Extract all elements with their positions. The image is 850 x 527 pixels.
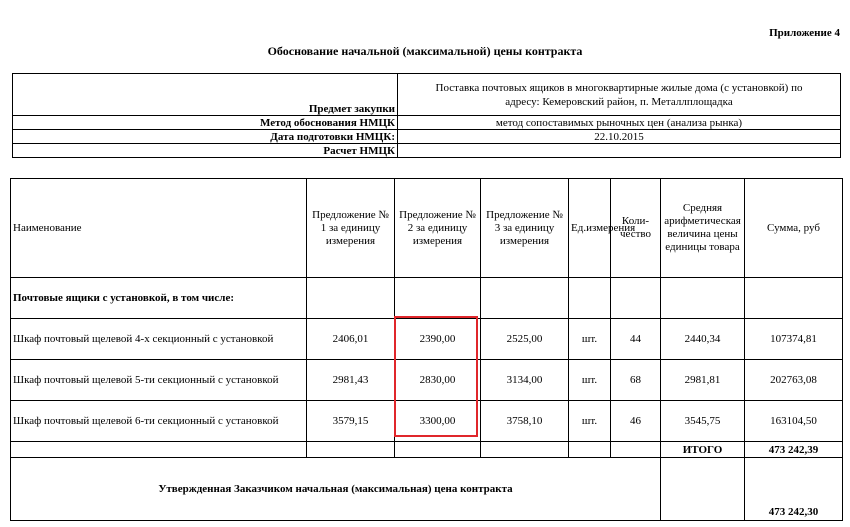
calc-label: Расчет НМЦК <box>13 144 398 158</box>
row-sum: 107374,81 <box>745 319 843 360</box>
subject-value <box>398 74 841 116</box>
row-name: Шкаф почтовый щелевой 5-ти секционный с установкой <box>11 360 307 401</box>
calc-value <box>398 144 841 158</box>
row-offer2: 3300,00 <box>395 401 481 442</box>
header-avg: Средняя арифметическая величина цены единицы товара <box>661 179 745 278</box>
header-unit: Ед.измерения <box>569 179 611 278</box>
header-qty: Коли-чество <box>611 179 661 278</box>
row-offer2: 2830,00 <box>395 360 481 401</box>
row-qty: 44 <box>611 319 661 360</box>
row-qty: 46 <box>611 401 661 442</box>
row-name: Шкаф почтовый щелевой 4-х секционный с установкой <box>11 319 307 360</box>
appendix-label: Приложение 4 <box>769 27 840 39</box>
header-offer1: Предложение № 1 за единицу измерения <box>307 179 395 278</box>
header-name: Наименование <box>11 179 307 278</box>
method-value: метод сопоставимых рыночных цен (анализа рынка) <box>398 116 841 130</box>
row-unit: шт. <box>569 319 611 360</box>
row-unit: шт. <box>569 401 611 442</box>
row-offer1: 2981,43 <box>307 360 395 401</box>
subject-value-line1: Поставка почтовых ящиков в многоквартирные жилые дома (с установкой) по <box>435 81 803 94</box>
approved-value: 473 242,30 <box>745 458 843 521</box>
total-value: 473 242,39 <box>745 442 843 458</box>
header-sum: Сумма, руб <box>745 179 843 278</box>
row-avg: 3545,75 <box>661 401 745 442</box>
row-offer1: 2406,01 <box>307 319 395 360</box>
row-offer3: 3758,10 <box>481 401 569 442</box>
row-qty: 68 <box>611 360 661 401</box>
table-row <box>11 360 843 401</box>
row-offer3: 3134,00 <box>481 360 569 401</box>
row-name: Шкаф почтовый щелевой 6-ти секционный с установкой <box>11 401 307 442</box>
group-title: Почтовые ящики с установкой, в том числе: <box>11 278 307 319</box>
subject-label: Предмет закупки <box>13 74 398 116</box>
date-value: 22.10.2015 <box>398 130 841 144</box>
subject-value-line2: адресу: Кемеровский район, п. Металлплощадка <box>505 95 733 108</box>
table-row <box>11 319 843 360</box>
row-offer2: 2390,00 <box>395 319 481 360</box>
header-offer2: Предложение № 2 за единицу измерения <box>395 179 481 278</box>
row-offer3: 2525,00 <box>481 319 569 360</box>
total-label: ИТОГО <box>661 442 745 458</box>
row-sum: 163104,50 <box>745 401 843 442</box>
procurement-info-table <box>12 73 841 158</box>
header-offer3: Предложение № 3 за единицу измерения <box>481 179 569 278</box>
row-sum: 202763,08 <box>745 360 843 401</box>
row-offer1: 3579,15 <box>307 401 395 442</box>
document-title: Обоснование начальной (максимальной) цены контракта <box>267 44 583 58</box>
row-unit: шт. <box>569 360 611 401</box>
row-avg: 2981,81 <box>661 360 745 401</box>
table-row <box>11 401 843 442</box>
price-table <box>10 178 843 521</box>
row-avg: 2440,34 <box>661 319 745 360</box>
method-label: Метод обоснования НМЦК <box>13 116 398 130</box>
date-label: Дата подготовки НМЦК: <box>13 130 398 144</box>
approved-label: Утвержденная Заказчиком начальная (максимальная) цена контракта <box>11 458 661 521</box>
